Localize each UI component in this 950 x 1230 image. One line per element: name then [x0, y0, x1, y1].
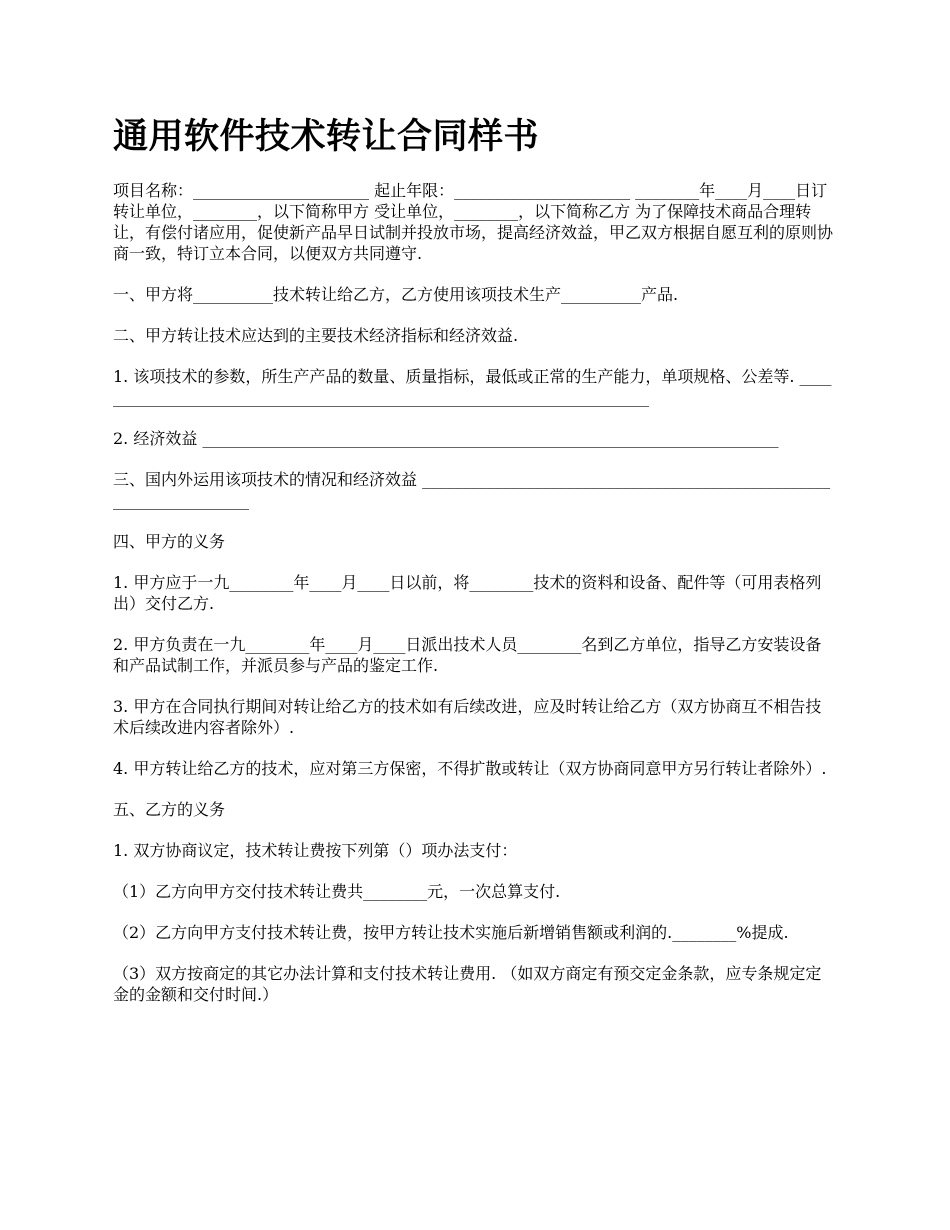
payment-option-1: （1）乙方向甲方交付技术转让费共________元，一次总算支付. [113, 882, 561, 901]
clause-4-item-2: 2. 甲方负责在一九________年____月____日派出技术人员________名到乙方单位，指导乙方安装设备和产品试制工作，并派员参与产品的鉴定工作. [113, 635, 822, 675]
clause-5-heading: 五、乙方的义务 [113, 800, 226, 819]
clause-4-heading: 四、甲方的义务 [113, 532, 226, 551]
clause-4-item-1: 1. 甲方应于一九________年____月____日以前，将________技术的资料和设备、配件等（可用表格列出）交付乙方. [113, 573, 822, 613]
clause-2-heading: 二、甲方转让技术应达到的主要技术经济指标和经济效益. [113, 326, 519, 345]
clause-2-item-1: 1. 该项技术的参数，所生产产品的数量、质量指标，最低或正常的生产能力，单项规格、公差等. _______________________________________________________________________ [113, 367, 832, 407]
clause-3: 三、国内外运用该项技术的情况和经济效益 ____________________________________________________________________ [113, 470, 831, 510]
intro-paragraph: 项目名称：______________________ 起止年限：______________________ ________年____月____日订 转让单位，________，以下简称甲方 受让单位，________，以下简称乙方 为了保障技术商品合理转让，有偿付诸应用，促使新产品早日试制并投放市场，提高经济效益，甲乙双方根据自愿互利的原则协商一致，特订立本合同，以便双方共同遵守. [113, 181, 834, 263]
clause-1: 一、甲方将__________技术转让给乙方，乙方使用该项技术生产__________产品. [113, 285, 679, 304]
clause-4-item-3: 3. 甲方在合同执行期间对转让给乙方的技术如有后续改进，应及时转让给乙方（双方协商互不相告技术后续改进内容者除外）. [113, 697, 822, 737]
clause-5-item-1: 1. 双方协商议定，技术转让费按下列第（）项办法支付： [113, 841, 518, 860]
clause-2-item-2: 2. 经济效益 ________________________________________________________________________ [113, 429, 779, 448]
clause-4-item-4: 4. 甲方转让给乙方的技术，应对第三方保密，不得扩散或转让（双方协商同意甲方另行转让者除外）. [113, 759, 827, 778]
document-title: 通用软件技术转让合同样书 [113, 117, 540, 157]
payment-option-2: （2）乙方向甲方支付技术转让费，按甲方转让技术实施后新增销售额或利润的.________%提成. [113, 923, 789, 942]
payment-option-3: （3）双方按商定的其它办法计算和支付技术转让费用. （如双方商定有预交定金条款，应专条规定定金的金额和交付时间.） [113, 964, 822, 1004]
contract-page [113, 112, 835, 1025]
